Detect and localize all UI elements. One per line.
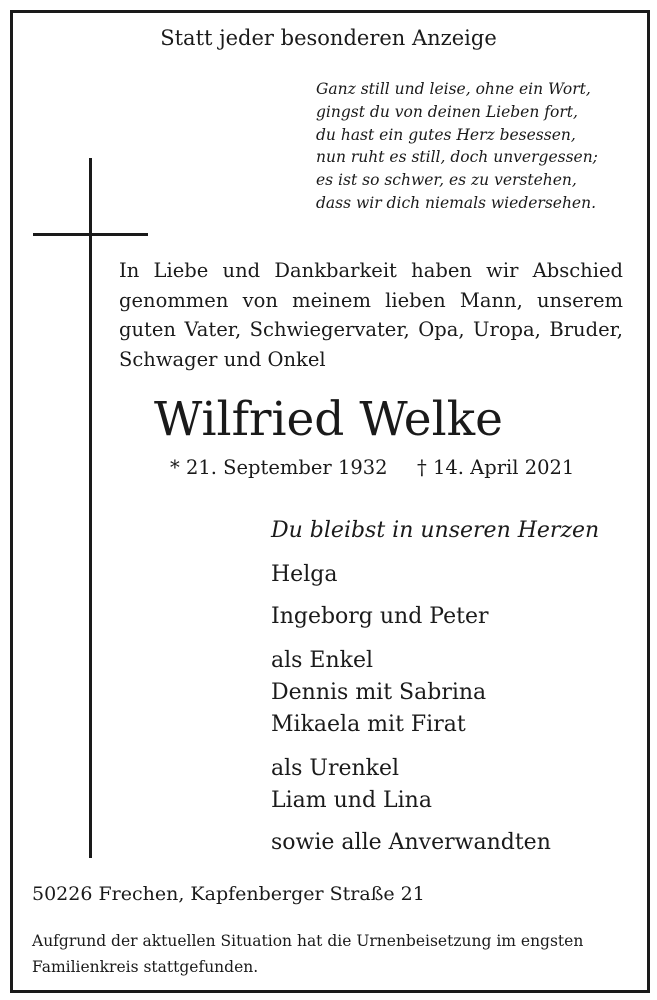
mourner-grandchild: Dennis mit Sabrina xyxy=(271,680,487,705)
mourner-wife: Helga xyxy=(271,562,338,587)
deceased-name: Wilfried Welke xyxy=(154,392,503,447)
intro-line: In Liebe und Dankbarkeit haben wir Abschied xyxy=(119,259,623,282)
cross-icon-vertical xyxy=(89,158,92,858)
poem-line: du hast ein gutes Herz besessen, xyxy=(316,125,576,144)
mourner-greatgrandchildren: Liam und Lina xyxy=(271,788,432,813)
intro-line: guten Vater, Schwiegervater, Opa, Uropa, Bruder, xyxy=(119,318,623,341)
grandchildren-label: als Enkel xyxy=(271,648,374,673)
cross-icon-horizontal xyxy=(33,233,148,236)
mourner-relatives: sowie alle Anverwandten xyxy=(271,830,551,855)
intro-line: Schwager und Onkel xyxy=(119,347,326,371)
address: 50226 Frechen, Kapfenberger Straße 21 xyxy=(32,883,425,905)
notice-header: Statt jeder besonderen Anzeige xyxy=(160,26,497,50)
intro-text xyxy=(119,256,623,374)
intro-line: genommen von meinem lieben Mann, unserem xyxy=(119,288,623,312)
poem-line: dass wir dich niemals wiedersehen. xyxy=(316,193,597,212)
motto: Du bleibst in unseren Herzen xyxy=(271,518,600,543)
poem xyxy=(316,78,598,215)
greatgrandchildren-label: als Urenkel xyxy=(271,756,400,781)
poem-line: nun ruht es still, doch unvergessen; xyxy=(316,148,598,167)
funeral-note: Aufgrund der aktuellen Situation hat die Urnenbeisetzung im engsten Familienkreis stattgefunden. xyxy=(32,932,584,976)
poem-line: gingst du von deinen Lieben fort, xyxy=(316,102,578,121)
mourner-grandchild: Mikaela mit Firat xyxy=(271,712,466,737)
poem-line: es ist so schwer, es zu verstehen, xyxy=(316,171,577,190)
mourner-children: Ingeborg und Peter xyxy=(271,604,489,629)
poem-line: Ganz still und leise, ohne ein Wort, xyxy=(316,80,591,98)
death-date: † 14. April 2021 xyxy=(417,456,575,479)
birth-date: * 21. September 1932 xyxy=(170,456,388,479)
